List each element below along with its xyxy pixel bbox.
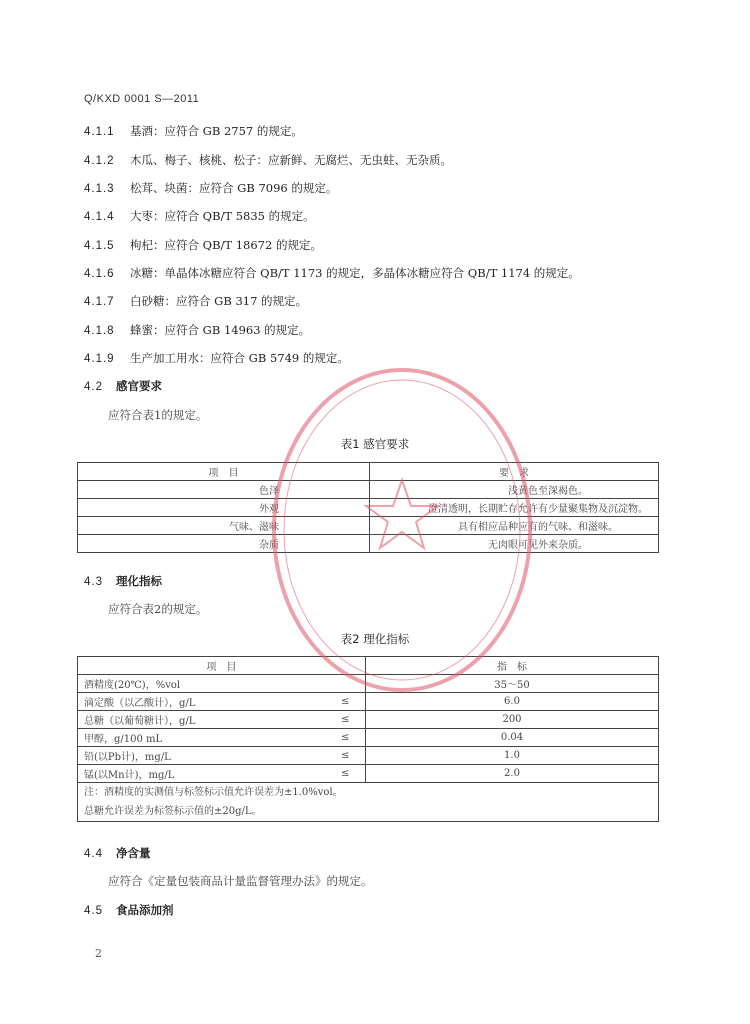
clause-text: 生产加工用水：应符合 GB 5749 的规定。 (130, 351, 349, 365)
clause-4-1-8 (84, 322, 310, 338)
section-num: 4.2 (84, 381, 103, 393)
clause-text: 基酒：应符合 GB 2757 的规定。 (130, 124, 303, 138)
table-cell: 2.0 (366, 765, 659, 783)
table-row (78, 747, 659, 765)
clause-4-1-6 (84, 265, 580, 281)
table-cell: 无肉眼可见外来杂质。 (370, 535, 659, 553)
section-4-3-text: 应符合表2的规定。 (108, 602, 208, 616)
section-title: 净含量 (116, 846, 151, 860)
table-note-line-2: 总糖允许误差为标签标示值的±20g/L。 (84, 806, 262, 817)
clause-text: 大枣：应符合 QB/T 5835 的规定。 (130, 209, 315, 223)
table-cell-symbol: ≤ (326, 711, 366, 729)
table-cell: 澄清透明，长期贮存允许有少量聚集物及沉淀物。 (370, 499, 659, 517)
table-header-cell: 项 目 (78, 657, 366, 675)
table-note-line-1: 注：酒精度的实测值与标签标示值允许误差为±1.0%vol。 (84, 787, 343, 798)
section-num: 4.5 (84, 905, 103, 917)
table-cell-symbol: ≤ (326, 729, 366, 747)
clause-num: 4.1.1 (84, 126, 115, 138)
clause-num: 4.1.3 (84, 183, 115, 195)
clause-num: 4.1.7 (84, 296, 115, 308)
section-num: 4.4 (84, 848, 103, 860)
section-4-2-text: 应符合表1的规定。 (108, 408, 208, 422)
table2-caption: 表2 理化指标 (340, 632, 410, 646)
clause-text: 松茸、块菌：应符合 GB 7096 的规定。 (130, 181, 338, 195)
table-cell-symbol: ≤ (326, 693, 366, 711)
table-cell: 外观 (78, 499, 370, 517)
clause-text: 木瓜、梅子、核桃、松子：应新鲜、无腐烂、无虫蛀、无杂质。 (130, 153, 452, 167)
table-header-cell: 要 求 (370, 463, 659, 481)
section-title: 感官要求 (116, 379, 162, 393)
table-cell: 杂质 (78, 535, 370, 553)
clause-num: 4.1.8 (84, 325, 115, 337)
table-cell: 具有相应品种应有的气味、和滋味。 (370, 517, 659, 535)
stamp-inner-ring (284, 380, 520, 680)
stamp-star-icon (366, 480, 438, 548)
table-header-cell: 项 目 (78, 463, 370, 481)
table1-caption: 表1 感官要求 (340, 437, 410, 451)
clause-4-1-7 (84, 293, 307, 309)
table-cell-symbol: ≤ (326, 747, 366, 765)
clause-text: 白砂糖：应符合 GB 317 的规定。 (130, 294, 308, 308)
table-note-row (78, 783, 659, 822)
stamp-ring (274, 370, 530, 690)
table-cell: 200 (366, 711, 659, 729)
table-cell: 35～50 (366, 675, 659, 693)
clause-num: 4.1.5 (84, 240, 115, 252)
official-seal-stamp (262, 360, 542, 700)
clause-4-1-2 (84, 152, 452, 168)
section-4-4-text: 应符合《定量包装商品计量监督管理办法》的规定。 (108, 874, 373, 888)
table-cell: 甲醇，g/100 mL (78, 729, 326, 747)
table-cell: 铅(以Pb计)，mg/L (78, 747, 326, 765)
clause-4-1-4 (84, 208, 315, 224)
table-cell: 1.0 (366, 747, 659, 765)
table-cell: 气味、滋味 (78, 517, 370, 535)
clause-text: 蜂蜜：应符合 GB 14963 的规定。 (130, 323, 311, 337)
table-note (78, 783, 659, 822)
table-row (78, 765, 659, 783)
table-cell: 锰(以Mn计)，mg/L (78, 765, 326, 783)
clause-text: 冰糖：单晶体冰糖应符合 QB/T 1173 的规定，多晶体冰糖应符合 QB/T 1174 的规定。 (130, 266, 580, 280)
section-title: 食品添加剂 (116, 903, 174, 917)
section-4-2-heading (84, 378, 162, 394)
section-4-5-heading (84, 902, 174, 918)
section-num: 4.3 (84, 576, 103, 588)
table-cell: 酒精度(20℃)，%vol (78, 675, 326, 693)
clause-4-1-3 (84, 180, 337, 196)
clause-num: 4.1.9 (84, 353, 115, 365)
section-title: 理化指标 (116, 574, 162, 588)
clause-text: 枸杞：应符合 QB/T 18672 的规定。 (130, 238, 322, 252)
table-row (78, 729, 659, 747)
table-header-cell: 指 标 (366, 657, 659, 675)
page-number: 2 (95, 947, 102, 960)
table-cell: 浅黄色至深褐色。 (370, 481, 659, 499)
standard-id: Q/KXD 0001 S—2011 (84, 93, 200, 105)
table-row (78, 711, 659, 729)
clause-4-1-5 (84, 237, 322, 253)
table-cell: 总糖（以葡萄糖计），g/L (78, 711, 326, 729)
table-cell: 色泽 (78, 481, 370, 499)
clause-num: 4.1.4 (84, 211, 115, 223)
clause-num: 4.1.2 (84, 155, 115, 167)
table-cell-symbol: ≤ (326, 765, 366, 783)
table-cell: 0.04 (366, 729, 659, 747)
clause-num: 4.1.6 (84, 268, 115, 280)
table-cell: 滴定酸（以乙酸计），g/L (78, 693, 326, 711)
section-4-4-heading (84, 845, 151, 861)
section-4-3-heading (84, 573, 162, 589)
table-cell: 6.0 (366, 693, 659, 711)
clause-4-1-1 (84, 123, 303, 139)
